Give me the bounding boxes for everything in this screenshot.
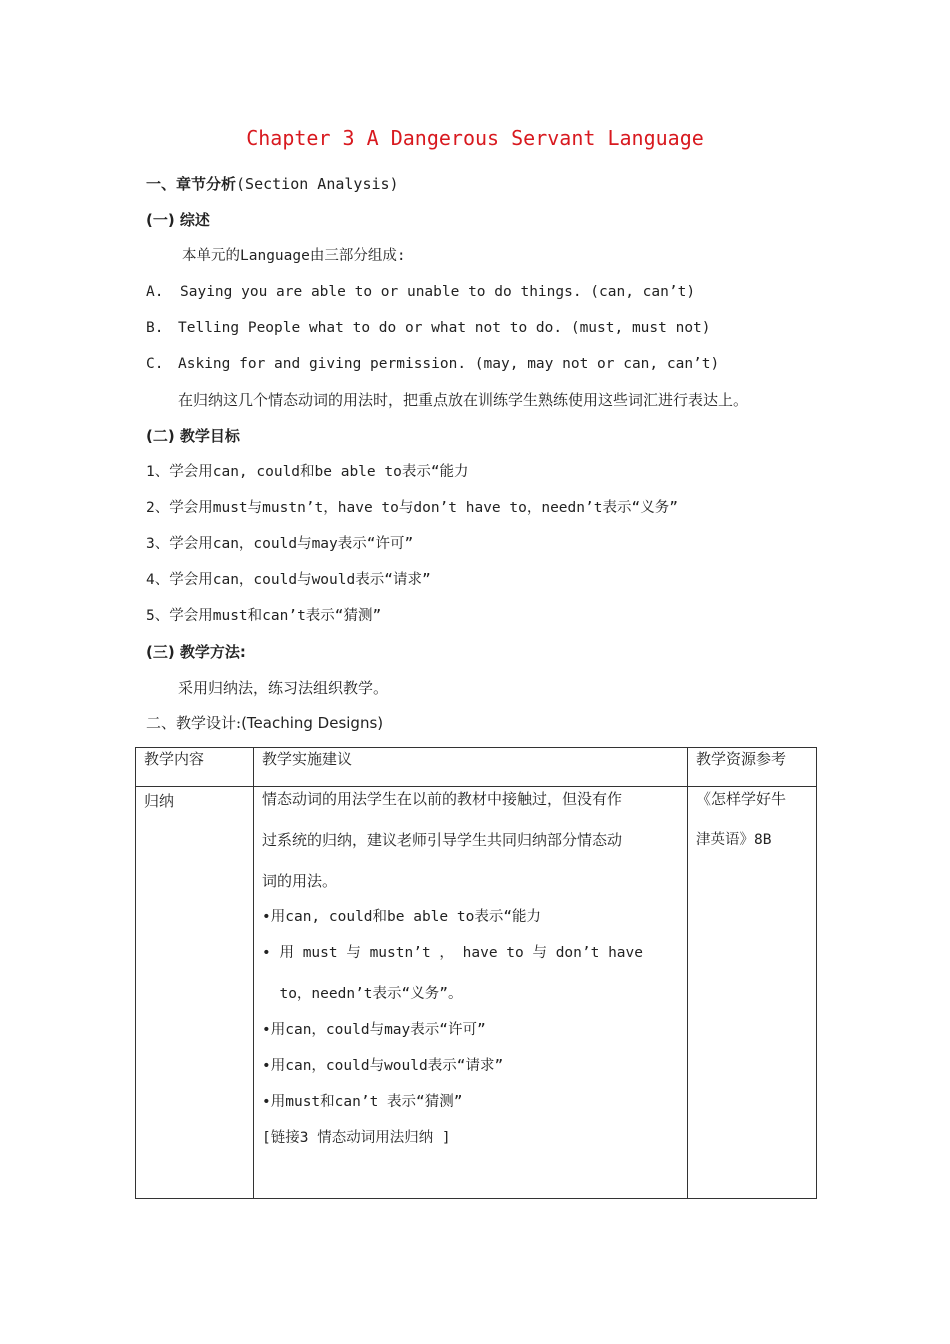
sub3-heading: (三) 教学方法: [146, 643, 246, 661]
teaching-design-table [135, 747, 817, 1199]
section1-heading [146, 174, 399, 194]
sub1-note: 在归纳这几个情态动词的用法时，把重点放在训练学生熟练使用这些词汇进行表达上。 [178, 391, 749, 409]
objective-item: 5、学会用must和can’t表示“猜测” [146, 608, 382, 624]
bullet-item: •用can，could与may表示“许可” [262, 1022, 486, 1038]
paragraph-line: 情态动词的用法学生在以前的教材中接触过，但没有作 [262, 790, 623, 808]
bullet-item: • 用 must 与 mustn’t ， have to 与 don’t have [262, 945, 643, 961]
table-cell-content [136, 787, 254, 1199]
table-header-cell: 教学实施建议 [254, 748, 688, 787]
objective-item: 1、学会用can, could和be able to表示“能力 [146, 464, 469, 480]
table-cell-suggestions [254, 787, 688, 1199]
sub2-heading: (二) 教学目标 [146, 427, 240, 445]
sub3-text: 采用归纳法，练习法组织教学。 [178, 679, 389, 697]
table-header-row [136, 748, 817, 787]
sub1-intro: 本单元的Language由三部分组成: [182, 248, 406, 264]
table-cell-resources [688, 787, 817, 1199]
document-title: Chapter 3 A Dangerous Servant Language [246, 126, 704, 150]
bullet-item: •用can，could与would表示“请求” [262, 1058, 504, 1074]
list-item-b: Telling People what to do or what not to do. (must, must not) [178, 320, 711, 336]
bullet-item-continuation: to，needn’t表示“义务”。 [262, 986, 463, 1002]
objective-item: 4、学会用can，could与would表示“请求” [146, 572, 431, 588]
section2-heading [146, 713, 383, 733]
section2-heading-en: (Teaching Designs) [241, 714, 384, 732]
link-reference: [链接3 情态动词用法归纳 ] [262, 1130, 451, 1146]
list-item-c-marker: C. [146, 356, 164, 372]
objective-item: 2、学会用must与mustn’t，have to与don’t have to，needn’t表示“义务” [146, 500, 678, 516]
resource-line: 《怎样学好牛 [696, 790, 787, 808]
paragraph-line: 词的用法。 [262, 872, 338, 890]
suggestion-paragraph [262, 789, 679, 907]
section2-heading-zh: 二、教学设计: [146, 714, 242, 732]
objective-item: 3、学会用can，could与may表示“许可” [146, 536, 414, 552]
list-item-a: Saying you are able to or unable to do things. (can, can’t) [180, 284, 696, 300]
resource-line: 津英语》8B [696, 832, 772, 848]
paragraph-line: 过系统的归纳，建议老师引导学生共同归纳部分情态动 [262, 831, 623, 849]
bullet-item: •用must和can’t 表示“猜测” [262, 1094, 463, 1110]
section1-heading-zh: 一、章节分析 [146, 175, 237, 193]
content-label: 归纳 [144, 792, 175, 810]
table-header-cell: 教学内容 [136, 748, 254, 787]
section1-heading-en: (Section Analysis) [236, 175, 399, 193]
list-item-c: Asking for and giving permission. (may, may not or can, can’t) [178, 356, 720, 372]
table-header-cell: 教学资源参考 [688, 748, 817, 787]
bullet-item: •用can, could和be able to表示“能力 [262, 909, 542, 925]
sub1-heading: (一) 综述 [146, 211, 210, 229]
list-item-a-marker: A. [146, 284, 164, 300]
list-item-b-marker: B. [146, 320, 164, 336]
table-row [136, 787, 817, 1199]
